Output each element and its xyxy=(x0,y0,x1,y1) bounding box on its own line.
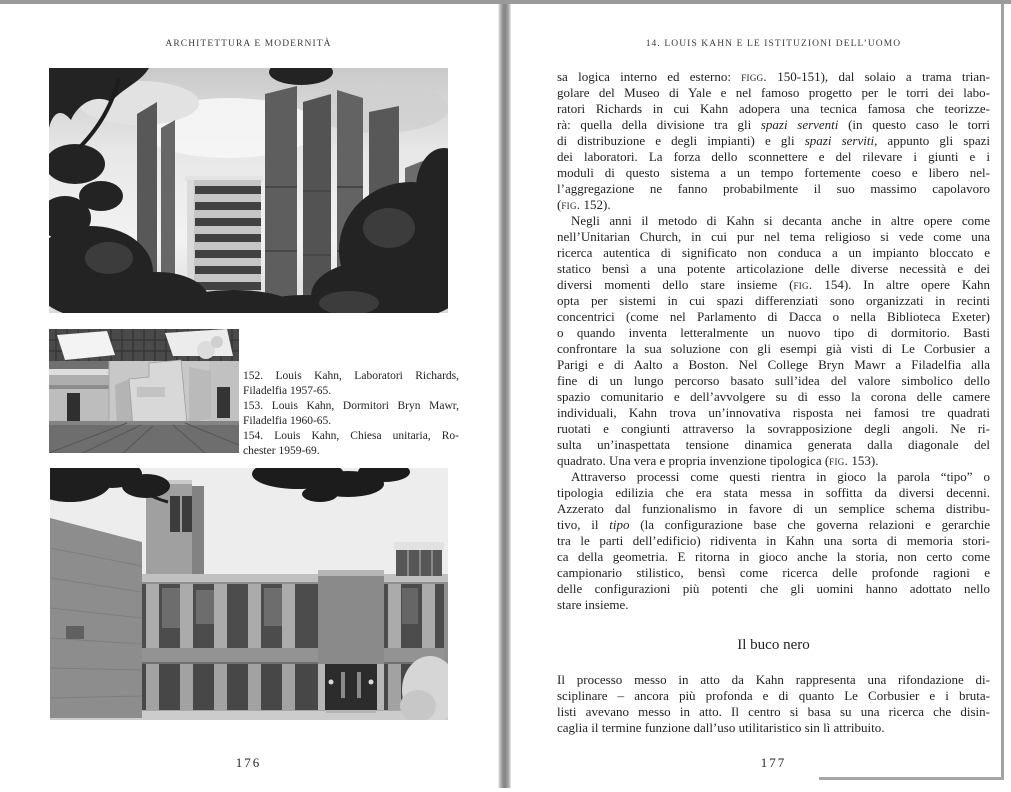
running-head-right: 14. LOUIS KAHN E LE ISTITUZIONI DELL’UOMO xyxy=(645,39,902,49)
page-right-edge xyxy=(1001,4,1004,780)
text-line: tra le parti dell’edificio) ridiventa in Kahn una sorta di memoria stori- xyxy=(557,533,990,548)
figure-152-photo xyxy=(49,68,448,313)
section-heading: Il buco nero xyxy=(737,637,810,653)
text-line: ricerca autentica di significato non conduca a un impianto bloccato e xyxy=(557,245,990,260)
text-line: ratori Richards in cui Kahn adopera una tecnica famosa che teorizze- xyxy=(557,101,990,116)
text-line: Filadelfia 1960-65. xyxy=(243,415,332,427)
bryn-mawr-interior-illustration xyxy=(49,329,239,453)
text-line: Il processo messo in atto da Kahn rappresenta una rifondazione di- xyxy=(557,672,990,687)
page-bottom-edge xyxy=(819,777,1004,780)
text-line: caglia il termine funzione dall’uso utilitaristico sin lì attribuito. xyxy=(557,720,885,735)
text-line: Filadelfia 1957-65. xyxy=(243,385,332,397)
text-line: Negli anni il metodo di Kahn si decanta anche in altre opere come xyxy=(571,213,990,228)
text-line: o quando inventa letteralmente un nuovo tipo di dormitorio. Basti xyxy=(557,325,990,340)
paragraph-1 xyxy=(557,69,990,213)
text-line: di distribuzione e degli impianti) e gli spazi serviti, appunto gli spazi xyxy=(557,133,990,148)
text-line: spazio comunitario e dell’avvolgere su di esso la corona delle camere xyxy=(557,389,990,404)
text-line: dei laboratori. La forza dello sconnettere e del rilevare i giunti e i xyxy=(557,149,990,164)
figure-153-photo xyxy=(49,329,239,453)
text-line: confrontare la sua soluzione con gli esempi già visti di Le Corbusier a xyxy=(557,341,990,356)
text-line: Attraverso processi come questi rientra in gioco la parola “tipo” o xyxy=(571,469,990,484)
unitarian-church-illustration xyxy=(50,468,448,720)
text-line: sa logica interno ed esterno: figg. 150-151), dal solaio a trama trian- xyxy=(557,69,990,84)
text-line: sulta un’inaspettata tensione dinamica generata dalla diagonale del xyxy=(557,437,990,452)
text-line: Parigi e di Aalto a Boston. Nel College Bryn Mawr a Filadelfia alla xyxy=(557,357,990,372)
text-line: 154. Louis Kahn, Chiesa unitaria, Ro- xyxy=(243,430,459,442)
richards-laboratories-illustration xyxy=(49,68,448,313)
book-spine-gutter xyxy=(498,4,511,788)
page-number-left: 176 xyxy=(235,755,262,770)
text-line: concentrici (come nel Parlamento di Dacca o nella Biblioteca Exeter) xyxy=(557,309,990,324)
text-line: (fig. 152). xyxy=(557,197,611,212)
text-line: nell’Unitarian Church, in cui pur nel tema religioso si vede come una xyxy=(557,229,990,244)
text-line: 153. Louis Kahn, Dormitori Bryn Mawr, xyxy=(243,400,459,412)
text-line: golare del Museo di Yale e nel famoso progetto per le torri dei labo- xyxy=(557,85,990,100)
text-line: campionario stilistico, bensì come ricerca delle profonde ragioni e xyxy=(557,565,990,580)
text-line: Azzerato dal funzionalismo in favore di un semplice schema distribu- xyxy=(557,501,990,516)
text-line: delle configurazioni più potenti che gli uomini hanno adottato nello xyxy=(557,581,990,596)
text-line: moduli di questo sistema a un tempo fortemente coeso e libero nel- xyxy=(557,165,990,180)
text-line: quadrato. Una vera e propria invenzione tipologica (fig. 153). xyxy=(557,453,879,468)
caption-152 xyxy=(243,369,459,399)
text-line: listi avevano messo in atto. Il centro si basa su una ricerca che disin- xyxy=(557,704,990,719)
text-line: stare insieme. xyxy=(557,597,629,612)
page-number-right: 177 xyxy=(760,755,787,770)
text-line: tivo, il tipo (la configurazione base che governa relazioni e gerarchie xyxy=(557,517,990,532)
caption-153 xyxy=(243,399,459,429)
figure-captions xyxy=(243,369,459,459)
text-line: l’aggregazione ne fanno probabilmente il suo massimo capolavoro xyxy=(557,181,990,196)
text-line: ca della geometria. E ritorna in gioco anche la storia, non certo come xyxy=(557,549,990,564)
text-line: rà: quella della divisione tra gli spazi serventi (in questo caso le torri xyxy=(557,117,990,132)
text-line: fine di un lungo percorso basato sull’idea del valore simbolico dello xyxy=(557,373,990,388)
text-line: 152. Louis Kahn, Laboratori Richards, xyxy=(243,370,459,382)
paragraph-2 xyxy=(557,213,990,469)
text-line: statico bensì a una potente articolazione delle diverse necessità e dei xyxy=(557,261,990,276)
text-line: diversi momenti dello stare insieme (fig. 154). In altre opere Kahn xyxy=(557,277,990,292)
paragraph-4 xyxy=(557,672,990,736)
text-line: chester 1959-69. xyxy=(243,445,320,457)
text-line: opta per sistemi in cui spazi differenziati sono organizzati in recinti xyxy=(557,293,990,308)
text-line: sciplinare – ancora più profonda e di quanto Le Corbusier e i bruta- xyxy=(557,688,990,703)
text-line: tipologia edilizia che era stata messa in soffitta da diversi decenni. xyxy=(557,485,990,500)
text-line: ruotati e congiunti attraverso la sovrapposizione degli angoli. Ne ri- xyxy=(557,421,990,436)
caption-154 xyxy=(243,429,459,459)
running-head-left: ARCHITETTURA E MODERNITÀ xyxy=(165,39,332,49)
body-text-column xyxy=(557,69,990,736)
figure-154-photo xyxy=(50,468,448,720)
text-line: individuali, Kahn trova un’innovativa risposta nei famosi tre quadrati xyxy=(557,405,990,420)
paragraph-3 xyxy=(557,469,990,613)
